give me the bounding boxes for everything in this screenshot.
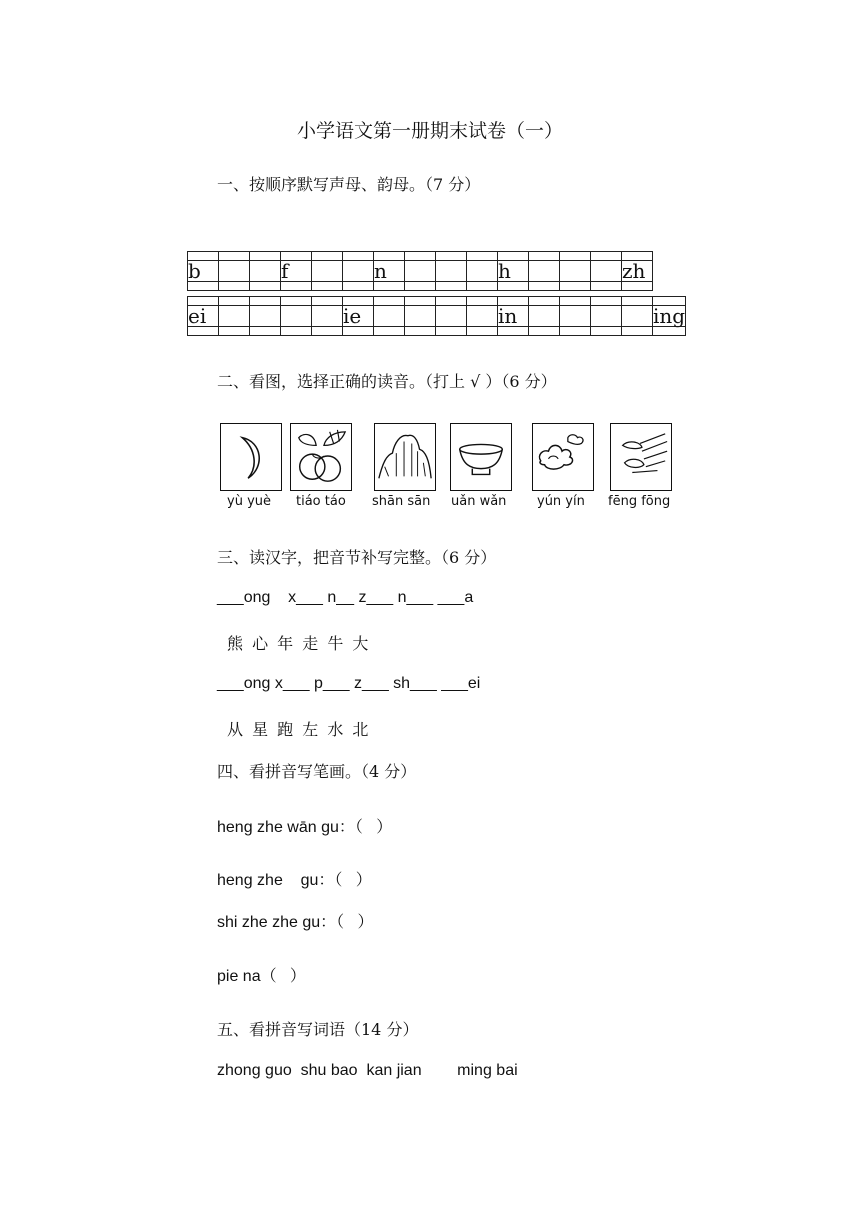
mountain-icon: [375, 424, 435, 490]
grid-cell: [219, 261, 250, 282]
section-5-heading: 五、看拼音写词语（14 分）: [217, 1020, 419, 1039]
grid-cell: [312, 261, 343, 282]
bowl-picture: [450, 423, 512, 491]
pinyin-option-2: tiáo táo: [296, 494, 346, 509]
stroke-item-1: heng zhe wān gu：（ ）: [217, 819, 393, 836]
grid-cell: [405, 261, 436, 282]
grid-cell: [529, 261, 560, 282]
page-title: 小学语文第一册期末试卷（一）: [296, 120, 563, 142]
stroke-item-3: shi zhe zhe gu：（ ）: [217, 914, 374, 931]
grid-cell: ei: [188, 306, 219, 327]
peach-picture: [290, 423, 352, 491]
hanzi-row-1: 熊 心 年 走 牛 大: [227, 634, 371, 653]
consonant-grid: [187, 251, 653, 291]
grid-cell: [591, 306, 622, 327]
grid-cell: n: [374, 261, 405, 282]
section-4-heading: 四、看拼音写笔画。（4 分）: [217, 762, 417, 781]
grid-cell: [312, 306, 343, 327]
section-3-heading: 三、读汉字，把音节补写完整。（6 分）: [217, 548, 497, 567]
grid-cell: in: [498, 306, 529, 327]
grid-cell: [281, 306, 312, 327]
pinyin-option-4: uǎn wǎn: [451, 494, 507, 509]
wind-picture: [610, 423, 672, 491]
grid-cell: ie: [343, 306, 374, 327]
pinyin-option-5: yún yín: [537, 494, 585, 509]
grid-cell: [560, 261, 591, 282]
syllable-blanks-1: ___ong x___ n__ z___ n___ ___a: [217, 589, 474, 606]
pinyin-option-3: shān sān: [372, 494, 431, 509]
bowl-icon: [451, 424, 511, 490]
syllable-blanks-2: ___ong x___ p___ z___ sh___ ___ei: [217, 675, 481, 692]
pinyin-option-6: fēng fōng: [608, 494, 671, 509]
grid-cell: [467, 261, 498, 282]
grid-cell: [343, 261, 374, 282]
moon-icon: [221, 424, 281, 490]
grid-cell: [436, 306, 467, 327]
grid-cell: [591, 261, 622, 282]
stroke-item-4: pie na（ ）: [217, 968, 306, 985]
grid-cell: [560, 306, 591, 327]
grid-cell: [250, 306, 281, 327]
grid-cell: [529, 306, 560, 327]
section-2-heading: 二、看图，选择正确的读音。（打上 √ ）（6 分）: [217, 372, 557, 391]
grid-cell: [374, 306, 405, 327]
grid-cell: [219, 306, 250, 327]
grid-cell: ing: [653, 304, 686, 328]
grid-cell: [467, 306, 498, 327]
grid-cell: f: [281, 261, 312, 282]
grid-cell: b: [188, 261, 219, 282]
wind-icon: [611, 424, 671, 490]
cloud-picture: [532, 423, 594, 491]
grid-cell: [436, 261, 467, 282]
grid-cell: h: [498, 261, 529, 282]
grid-cell: zh: [622, 261, 653, 282]
mountain-picture: [374, 423, 436, 491]
pinyin-words: zhong guo shu bao kan jian ming bai: [217, 1062, 518, 1079]
grid-cell: [250, 261, 281, 282]
section-1-heading: 一、按顺序默写声母、韵母。（7 分）: [217, 175, 481, 194]
vowel-grid: [187, 296, 686, 336]
moon-picture: [220, 423, 282, 491]
pinyin-option-1: yù yuè: [227, 494, 271, 509]
peach-icon: [291, 424, 351, 490]
cloud-icon: [533, 424, 593, 490]
stroke-item-2: heng zhe gu：（ ）: [217, 872, 372, 889]
hanzi-row-2: 从 星 跑 左 水 北: [227, 720, 371, 739]
grid-cell: [622, 306, 653, 327]
grid-cell: [405, 306, 436, 327]
